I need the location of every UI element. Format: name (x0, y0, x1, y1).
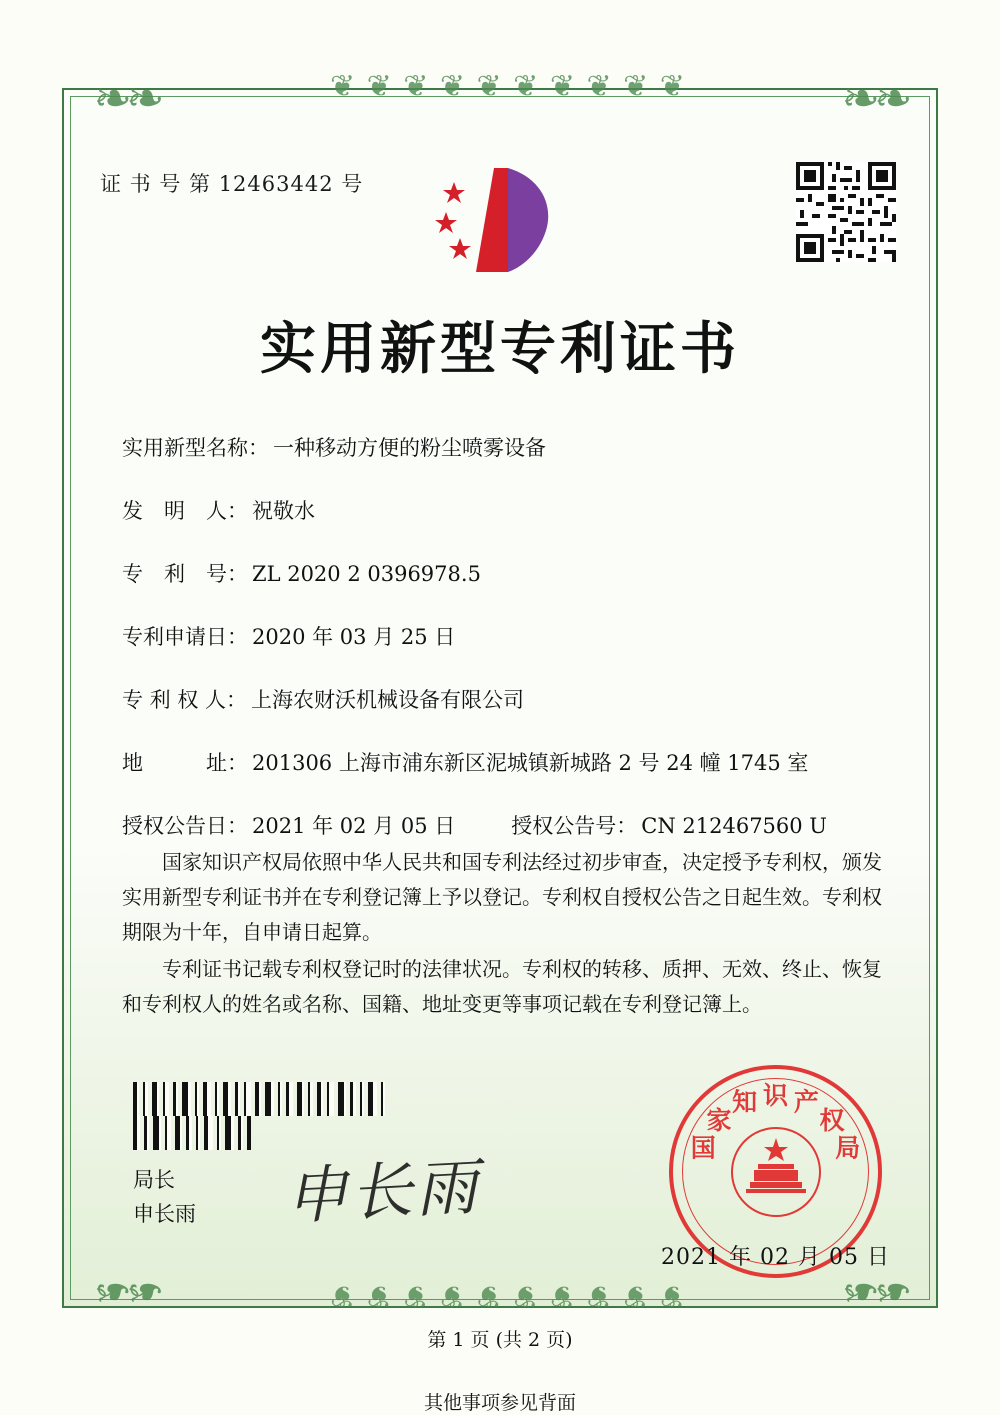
certificate-fields (122, 432, 882, 873)
qr-code (796, 162, 896, 262)
field-value-application-date: 2020 年 03 月 25 日 (252, 625, 456, 649)
legal-body-text (122, 845, 882, 1024)
legal-paragraph-1: 国家知识产权局依照中华人民共和国专利法经过初步审查，决定授予专利权，颁发实用新型专利证书并在专利登记簿上予以登记。专利权自授权公告之日起生效。专利权期限为十年，自申请日起算。 (122, 850, 882, 944)
cnipa-logo-icon (432, 160, 572, 280)
seal-char-3: 知 (732, 1087, 758, 1117)
corner-ornament-top-right: ❧❧ (841, 73, 907, 124)
field-label-grant-number: 授权公告号： (511, 814, 638, 838)
field-label-address: 地 址： (122, 751, 248, 775)
seal-char-7: 局 (835, 1133, 861, 1163)
corner-ornament-bottom-right: ❧❧ (841, 1266, 907, 1317)
seal-char-1: 国 (690, 1133, 716, 1163)
field-value-inventor: 祝敬水 (252, 499, 315, 523)
field-row-application-date (122, 621, 882, 651)
field-label-patent-number: 专 利 号： (122, 562, 248, 586)
field-row-patent-number (122, 558, 882, 588)
seal-date: 2021 年 02 月 05 日 (661, 1245, 890, 1270)
edge-ornament-top: ❦ ❦ ❦ ❦ ❦ ❦ ❦ ❦ ❦ ❦ (330, 70, 687, 103)
field-value-address: 201306 上海市浦东新区泥城镇新城路 2 号 24 幢 1745 室 (252, 751, 809, 775)
corner-ornament-bottom-left: ❧❧ (93, 1266, 159, 1317)
field-label-application-date: 专利申请日： (122, 625, 248, 649)
field-label-patentee: 专 利 权 人： (122, 688, 248, 712)
page-number: 第 1 页 (共 2 页) (427, 1329, 573, 1351)
field-row-address (122, 747, 882, 777)
seal-char-4: 识 (762, 1080, 788, 1110)
back-side-note: 其他事项参见背面 (423, 1392, 576, 1414)
director-name: 申长雨 (133, 1202, 196, 1226)
field-value-name: 一种移动方便的粉尘喷雾设备 (273, 436, 546, 460)
edge-ornament-bottom: ❦ ❦ ❦ ❦ ❦ ❦ ❦ ❦ ❦ ❦ (330, 1279, 687, 1312)
certificate-number: 证 书 号 第 12463442 号 (100, 172, 364, 196)
legal-paragraph-2: 专利证书记载专利权登记时的法律状况。专利权的转移、质押、无效、终止、恢复和专利权人的姓名或名称、国籍、地址变更等事项记载在专利登记簿上。 (122, 957, 882, 1016)
field-label-name: 实用新型名称： (122, 436, 269, 460)
director-block (133, 1163, 196, 1231)
field-label-inventor: 发 明 人： (122, 499, 248, 523)
page-title: 实用新型专利证书 (260, 316, 740, 382)
seal-char-2: 家 (706, 1105, 732, 1135)
director-signature: 申长雨 (283, 1149, 483, 1234)
barcode (133, 1082, 388, 1116)
field-row-patentee (122, 684, 882, 714)
corner-ornament-top-left: ❧❧ (93, 73, 159, 124)
field-value-grant-date: 2021 年 02 月 05 日 (252, 814, 456, 838)
field-row-inventor (122, 495, 882, 525)
director-label: 局长 (133, 1168, 175, 1192)
field-value-patent-number: ZL 2020 2 0396978.5 (252, 562, 481, 586)
seal-char-5: 产 (793, 1087, 819, 1117)
field-value-grant-number: CN 212467560 U (641, 814, 828, 838)
field-label-grant-date: 授权公告日： (122, 814, 248, 838)
field-value-patentee: 上海农财沃机械设备有限公司 (251, 688, 525, 712)
field-row-name (122, 432, 882, 462)
seal-char-6: 权 (819, 1105, 845, 1135)
field-row-grant (122, 810, 882, 840)
